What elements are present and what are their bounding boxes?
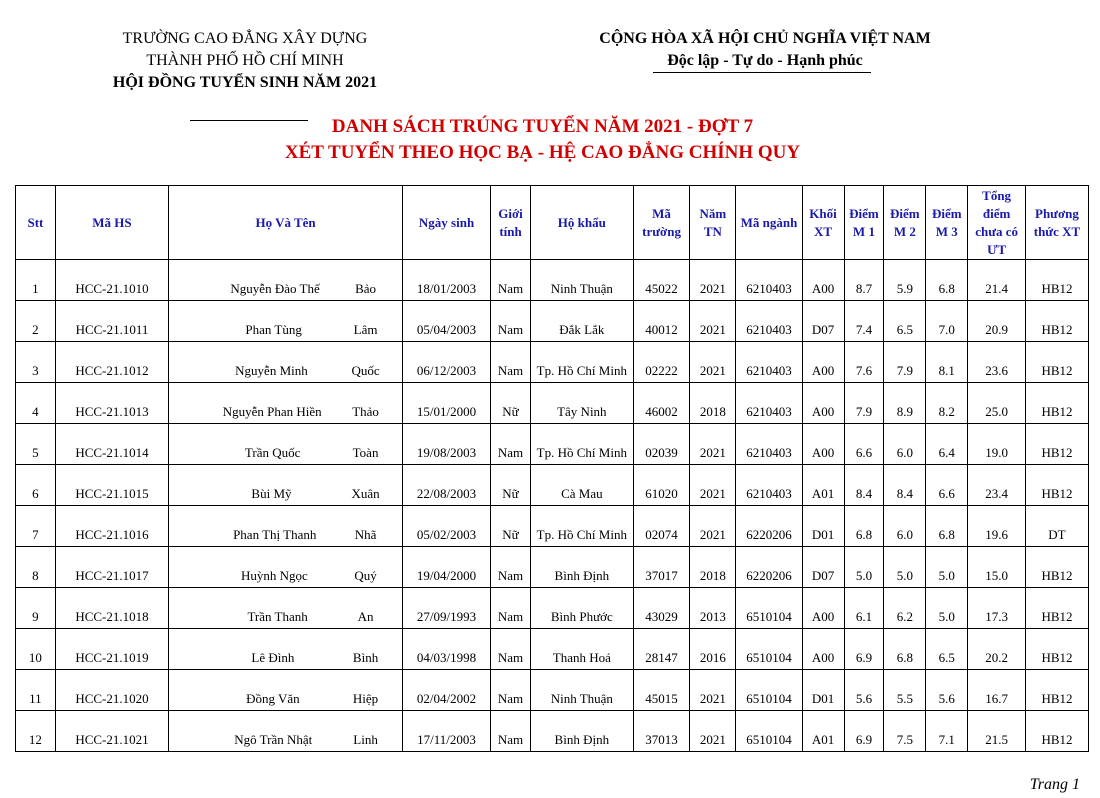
table-row [16, 260, 1089, 301]
major-code-cell: 6510104 [736, 711, 802, 752]
major-code-cell: 6210403 [736, 424, 802, 465]
score-m1-cell: 8.4 [844, 465, 884, 506]
full-name-cell [169, 711, 403, 752]
score-m1-cell: 6.6 [844, 424, 884, 465]
admission-method-cell: HB12 [1025, 465, 1088, 506]
school-code-cell: 46002 [633, 383, 690, 424]
given-name: Quốc [351, 363, 380, 378]
residence-cell: Bình Định [530, 711, 633, 752]
residence-cell: Tp. Hồ Chí Minh [530, 424, 633, 465]
subject-group-cell: D01 [802, 670, 844, 711]
table-row [16, 547, 1089, 588]
residence-cell: Tp. Hồ Chí Minh [530, 506, 633, 547]
given-name: Bình [352, 650, 379, 665]
table-row [16, 465, 1089, 506]
student-id-cell: HCC-21.1016 [55, 506, 168, 547]
score-m3-cell: 5.6 [926, 670, 968, 711]
score-m1-cell: 5.0 [844, 547, 884, 588]
subject-group-cell: A00 [802, 629, 844, 670]
score-m2-cell: 7.5 [884, 711, 926, 752]
given-name: Linh [353, 732, 378, 747]
gender-cell: Nam [491, 547, 531, 588]
score-m3-cell: 8.1 [926, 342, 968, 383]
subject-group-cell: A01 [802, 465, 844, 506]
middle-name: Đồng Văn [246, 691, 300, 706]
score-m1-cell: 7.6 [844, 342, 884, 383]
table-row [16, 670, 1089, 711]
table-row [16, 506, 1089, 547]
residence-cell: Ninh Thuận [530, 670, 633, 711]
residence-cell: Ninh Thuận [530, 260, 633, 301]
score-m1-cell: 5.6 [844, 670, 884, 711]
full-name-cell [169, 465, 403, 506]
middle-name: Lê Đình [251, 650, 295, 665]
col-diem-m2: Điểm M 2 [884, 186, 926, 260]
admission-method-cell: HB12 [1025, 547, 1088, 588]
table-body [16, 260, 1089, 752]
graduation-year-cell: 2021 [690, 711, 736, 752]
score-m3-cell: 6.6 [926, 465, 968, 506]
score-m1-cell: 6.8 [844, 506, 884, 547]
col-gioi-tinh: Giới tính [491, 186, 531, 260]
subject-group-cell: A00 [802, 342, 844, 383]
stt-cell: 9 [16, 588, 56, 629]
header-right [555, 28, 975, 72]
table-row [16, 301, 1089, 342]
full-name-cell [169, 547, 403, 588]
student-id-cell: HCC-21.1010 [55, 260, 168, 301]
admission-method-cell: HB12 [1025, 670, 1088, 711]
gender-cell: Nam [491, 629, 531, 670]
total-score-cell: 16.7 [968, 670, 1026, 711]
admission-method-cell: HB12 [1025, 424, 1088, 465]
school-code-cell: 45015 [633, 670, 690, 711]
score-m3-cell: 5.0 [926, 588, 968, 629]
stt-cell: 6 [16, 465, 56, 506]
gender-cell: Nam [491, 670, 531, 711]
subject-group-cell: A01 [802, 711, 844, 752]
council-name: HỘI ĐỒNG TUYỂN SINH NĂM 2021 [112, 74, 378, 91]
col-ma-nganh: Mã ngành [736, 186, 802, 260]
total-score-cell: 21.4 [968, 260, 1026, 301]
score-m2-cell: 6.5 [884, 301, 926, 342]
total-score-cell: 20.2 [968, 629, 1026, 670]
score-m1-cell: 6.9 [844, 711, 884, 752]
school-code-cell: 40012 [633, 301, 690, 342]
school-code-cell: 02074 [633, 506, 690, 547]
total-score-cell: 17.3 [968, 588, 1026, 629]
score-m3-cell: 6.5 [926, 629, 968, 670]
major-code-cell: 6210403 [736, 342, 802, 383]
given-name: Toàn [352, 445, 379, 460]
subject-group-cell: A00 [802, 260, 844, 301]
major-code-cell: 6510104 [736, 588, 802, 629]
school-code-cell: 61020 [633, 465, 690, 506]
graduation-year-cell: 2021 [690, 260, 736, 301]
table-row [16, 383, 1089, 424]
total-score-cell: 23.6 [968, 342, 1026, 383]
score-m2-cell: 8.4 [884, 465, 926, 506]
subject-group-cell: D07 [802, 301, 844, 342]
admission-method-cell: DT [1025, 506, 1088, 547]
middle-name: Nguyễn Minh [235, 363, 308, 378]
score-m2-cell: 7.9 [884, 342, 926, 383]
given-name: An [357, 609, 374, 624]
title-line-2: XÉT TUYỂN THEO HỌC BẠ - HỆ CAO ĐẲNG CHÍNH QUY [284, 142, 801, 163]
student-id-cell: HCC-21.1014 [55, 424, 168, 465]
score-m3-cell: 6.8 [926, 506, 968, 547]
middle-name: Trần Thanh [247, 609, 308, 624]
score-m2-cell: 6.0 [884, 506, 926, 547]
gender-cell: Nữ [491, 383, 531, 424]
birth-date-cell: 02/04/2002 [403, 670, 491, 711]
subject-group-cell: D01 [802, 506, 844, 547]
score-m1-cell: 7.9 [844, 383, 884, 424]
table-header-row [16, 186, 1089, 260]
admission-method-cell: HB12 [1025, 383, 1088, 424]
total-score-cell: 19.0 [968, 424, 1026, 465]
total-score-cell: 23.4 [968, 465, 1026, 506]
score-m2-cell: 5.0 [884, 547, 926, 588]
table-row [16, 711, 1089, 752]
student-id-cell: HCC-21.1021 [55, 711, 168, 752]
graduation-year-cell: 2021 [690, 465, 736, 506]
table-row [16, 424, 1089, 465]
major-code-cell: 6210403 [736, 301, 802, 342]
school-code-cell: 28147 [633, 629, 690, 670]
col-phuong-thuc: Phương thức XT [1025, 186, 1088, 260]
gender-cell: Nam [491, 424, 531, 465]
graduation-year-cell: 2021 [690, 301, 736, 342]
stt-cell: 4 [16, 383, 56, 424]
given-name: Xuân [351, 486, 380, 501]
school-code-cell: 37013 [633, 711, 690, 752]
middle-name: Ngô Trần Nhật [234, 732, 313, 747]
score-m3-cell: 8.2 [926, 383, 968, 424]
given-name: Bảo [355, 281, 377, 296]
birth-date-cell: 05/04/2003 [403, 301, 491, 342]
student-id-cell: HCC-21.1012 [55, 342, 168, 383]
stt-cell: 3 [16, 342, 56, 383]
gender-cell: Nữ [491, 506, 531, 547]
col-diem-m1: Điểm M 1 [844, 186, 884, 260]
admission-method-cell: HB12 [1025, 588, 1088, 629]
stt-cell: 7 [16, 506, 56, 547]
residence-cell: Thanh Hoá [530, 629, 633, 670]
gender-cell: Nữ [491, 465, 531, 506]
subject-group-cell: A00 [802, 383, 844, 424]
col-tong-diem: Tổng điểm chưa có ƯT [968, 186, 1026, 260]
full-name-cell [169, 383, 403, 424]
residence-cell: Bình Định [530, 547, 633, 588]
full-name-cell [169, 506, 403, 547]
major-code-cell: 6210403 [736, 465, 802, 506]
header-right-underline [653, 72, 871, 73]
middle-name: Phan Thị Thanh [233, 527, 317, 542]
full-name-cell [169, 301, 403, 342]
major-code-cell: 6510104 [736, 629, 802, 670]
score-m2-cell: 8.9 [884, 383, 926, 424]
full-name-cell [169, 260, 403, 301]
full-name-cell [169, 424, 403, 465]
major-code-cell: 6510104 [736, 670, 802, 711]
score-m1-cell: 6.9 [844, 629, 884, 670]
stt-cell: 5 [16, 424, 56, 465]
stt-cell: 1 [16, 260, 56, 301]
document-title [0, 114, 1085, 166]
stt-cell: 2 [16, 301, 56, 342]
col-ho-ten: Họ Và Tên [169, 186, 403, 260]
stt-cell: 11 [16, 670, 56, 711]
given-name: Quý [354, 568, 377, 583]
col-khoi-xt: Khối XT [802, 186, 844, 260]
full-name-cell [169, 629, 403, 670]
student-id-cell: HCC-21.1019 [55, 629, 168, 670]
school-code-cell: 37017 [633, 547, 690, 588]
table-row [16, 629, 1089, 670]
middle-name: Phan Tùng [245, 322, 302, 337]
stt-cell: 12 [16, 711, 56, 752]
residence-cell: Tp. Hồ Chí Minh [530, 342, 633, 383]
graduation-year-cell: 2018 [690, 547, 736, 588]
subject-group-cell: D07 [802, 547, 844, 588]
graduation-year-cell: 2018 [690, 383, 736, 424]
score-m2-cell: 5.5 [884, 670, 926, 711]
graduation-year-cell: 2021 [690, 670, 736, 711]
score-m2-cell: 6.0 [884, 424, 926, 465]
student-id-cell: HCC-21.1011 [55, 301, 168, 342]
graduation-year-cell: 2013 [690, 588, 736, 629]
motto: Độc lập - Tự do - Hạnh phúc [667, 52, 863, 69]
middle-name: Bùi Mỹ [251, 486, 292, 501]
birth-date-cell: 15/01/2000 [403, 383, 491, 424]
full-name-cell [169, 342, 403, 383]
birth-date-cell: 17/11/2003 [403, 711, 491, 752]
middle-name: Nguyễn Đào Thế [230, 281, 320, 296]
student-id-cell: HCC-21.1020 [55, 670, 168, 711]
student-id-cell: HCC-21.1018 [55, 588, 168, 629]
school-code-cell: 02039 [633, 424, 690, 465]
gender-cell: Nam [491, 260, 531, 301]
gender-cell: Nam [491, 588, 531, 629]
total-score-cell: 19.6 [968, 506, 1026, 547]
gender-cell: Nam [491, 301, 531, 342]
score-m1-cell: 8.7 [844, 260, 884, 301]
gender-cell: Nam [491, 342, 531, 383]
subject-group-cell: A00 [802, 424, 844, 465]
major-code-cell: 6220206 [736, 547, 802, 588]
score-m3-cell: 6.8 [926, 260, 968, 301]
residence-cell: Bình Phước [530, 588, 633, 629]
total-score-cell: 15.0 [968, 547, 1026, 588]
admission-method-cell: HB12 [1025, 301, 1088, 342]
full-name-cell [169, 588, 403, 629]
graduation-year-cell: 2021 [690, 342, 736, 383]
birth-date-cell: 04/03/1998 [403, 629, 491, 670]
subject-group-cell: A00 [802, 588, 844, 629]
given-name: Thảo [352, 404, 379, 419]
birth-date-cell: 06/12/2003 [403, 342, 491, 383]
school-code-cell: 02222 [633, 342, 690, 383]
col-nam-tn: Năm TN [690, 186, 736, 260]
col-ma-truong: Mã trường [633, 186, 690, 260]
score-m1-cell: 6.1 [844, 588, 884, 629]
table-row [16, 342, 1089, 383]
admission-method-cell: HB12 [1025, 260, 1088, 301]
residence-cell: Tây Ninh [530, 383, 633, 424]
republic-name: CỘNG HÒA XÃ HỘI CHỦ NGHĨA VIỆT NAM [599, 30, 931, 47]
total-score-cell: 21.5 [968, 711, 1026, 752]
score-m2-cell: 6.2 [884, 588, 926, 629]
city-name: THÀNH PHỐ HỒ CHÍ MINH [146, 52, 344, 69]
given-name: Hiệp [352, 691, 379, 706]
middle-name: Nguyễn Phan Hiền [222, 404, 322, 419]
header-left [95, 28, 395, 94]
score-m1-cell: 7.4 [844, 301, 884, 342]
birth-date-cell: 19/04/2000 [403, 547, 491, 588]
stt-cell: 10 [16, 629, 56, 670]
graduation-year-cell: 2016 [690, 629, 736, 670]
student-id-cell: HCC-21.1015 [55, 465, 168, 506]
col-ho-khau: Hộ khẩu [530, 186, 633, 260]
admission-method-cell: HB12 [1025, 629, 1088, 670]
col-ma-hs: Mã HS [55, 186, 168, 260]
student-id-cell: HCC-21.1013 [55, 383, 168, 424]
birth-date-cell: 27/09/1993 [403, 588, 491, 629]
student-id-cell: HCC-21.1017 [55, 547, 168, 588]
col-ngay-sinh: Ngày sinh [403, 186, 491, 260]
major-code-cell: 6210403 [736, 260, 802, 301]
score-m2-cell: 5.9 [884, 260, 926, 301]
graduation-year-cell: 2021 [690, 424, 736, 465]
school-code-cell: 45022 [633, 260, 690, 301]
col-diem-m3: Điểm M 3 [926, 186, 968, 260]
admission-method-cell: HB12 [1025, 711, 1088, 752]
middle-name: Trần Quốc [244, 445, 301, 460]
total-score-cell: 25.0 [968, 383, 1026, 424]
admission-table [15, 185, 1089, 752]
birth-date-cell: 18/01/2003 [403, 260, 491, 301]
major-code-cell: 6220206 [736, 506, 802, 547]
admission-method-cell: HB12 [1025, 342, 1088, 383]
full-name-cell [169, 670, 403, 711]
graduation-year-cell: 2021 [690, 506, 736, 547]
total-score-cell: 20.9 [968, 301, 1026, 342]
residence-cell: Cà Mau [530, 465, 633, 506]
middle-name: Huỳnh Ngọc [240, 568, 308, 583]
table-row [16, 588, 1089, 629]
birth-date-cell: 22/08/2003 [403, 465, 491, 506]
birth-date-cell: 05/02/2003 [403, 506, 491, 547]
score-m3-cell: 7.1 [926, 711, 968, 752]
major-code-cell: 6210403 [736, 383, 802, 424]
residence-cell: Đắk Lắk [530, 301, 633, 342]
given-name: Lâm [353, 322, 378, 337]
stt-cell: 8 [16, 547, 56, 588]
page-number: Trang 1 [1029, 776, 1080, 793]
given-name: Nhã [354, 527, 377, 542]
gender-cell: Nam [491, 711, 531, 752]
title-line-1: DANH SÁCH TRÚNG TUYỂN NĂM 2021 - ĐỢT 7 [331, 116, 754, 137]
score-m3-cell: 6.4 [926, 424, 968, 465]
school-code-cell: 43029 [633, 588, 690, 629]
col-stt: Stt [16, 186, 56, 260]
score-m3-cell: 7.0 [926, 301, 968, 342]
birth-date-cell: 19/08/2003 [403, 424, 491, 465]
school-name: TRƯỜNG CAO ĐẲNG XÂY DỰNG [122, 30, 368, 47]
score-m3-cell: 5.0 [926, 547, 968, 588]
score-m2-cell: 6.8 [884, 629, 926, 670]
